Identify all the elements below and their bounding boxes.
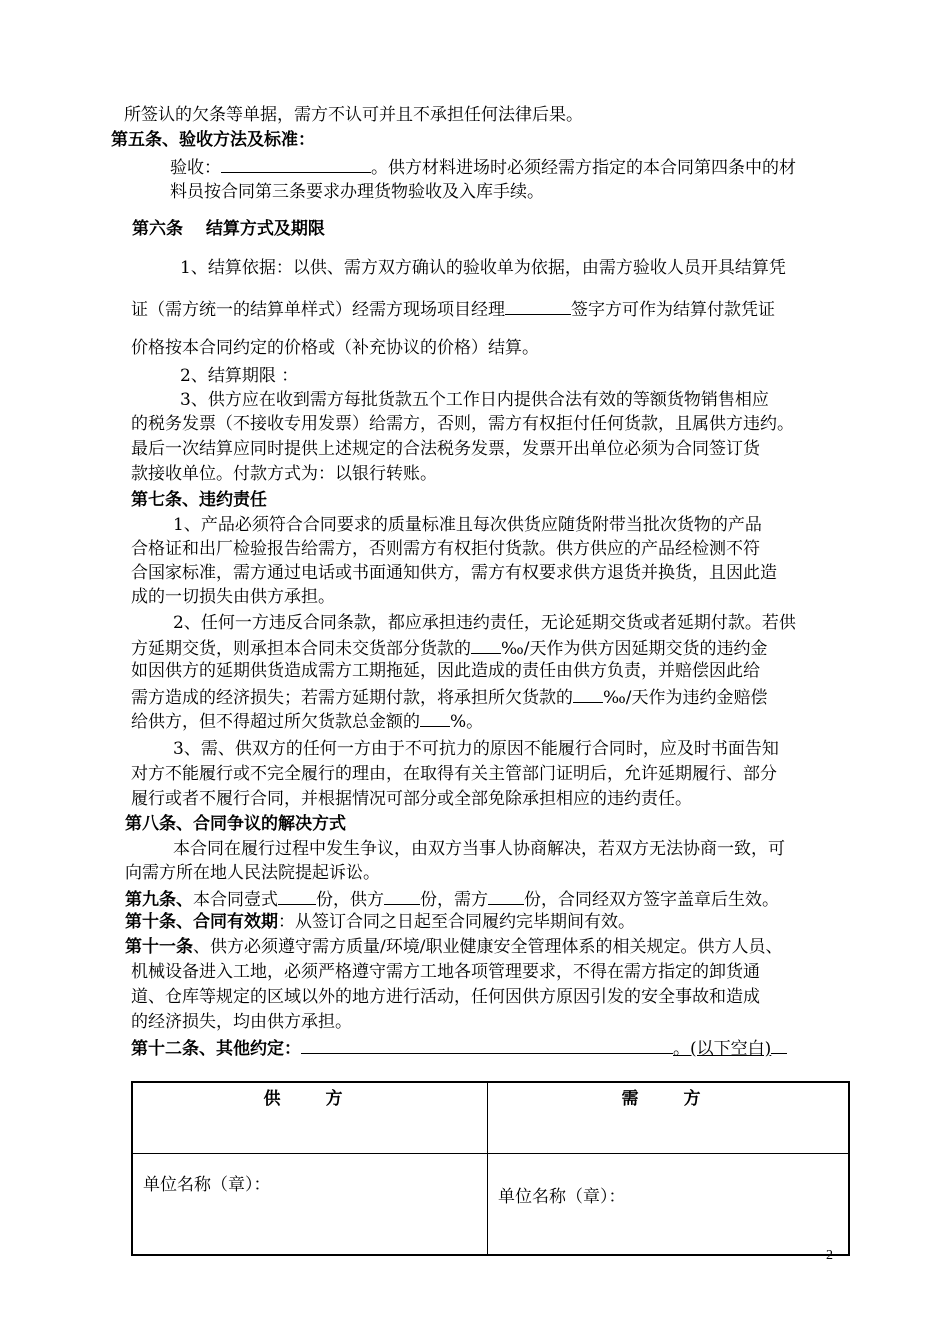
clause-7-item-1-line-2: 合格证和出厂检验报告给需方，否则需方有权拒付货款。供方供应的产品经检测不符 bbox=[131, 539, 760, 559]
clause-7-item-2-line-2b: ‰/天作为供方因延期交货的违约金 bbox=[501, 639, 768, 659]
penalty-cap-blank[interactable] bbox=[420, 708, 450, 727]
clause-8-heading: 第八条、合同争议的解决方式 bbox=[125, 814, 346, 834]
clause-12 bbox=[131, 1035, 787, 1061]
clause-5-line-1 bbox=[170, 154, 796, 180]
clause-9 bbox=[125, 886, 779, 912]
clause-8-line-2: 向需方所在地人民法院提起诉讼。 bbox=[125, 863, 380, 883]
clause-7-item-2-line-5a: 给供方，但不得超过所欠货款总金额的 bbox=[131, 712, 420, 732]
clause-12-label: 第十二条、其他约定： bbox=[131, 1039, 301, 1059]
supplier-unit-cell[interactable] bbox=[132, 1154, 488, 1256]
clause-11-text: 、供方必须遵守需方质量/环境/职业健康安全管理体系的相关规定。供方人员、 bbox=[193, 937, 783, 957]
clause-7-item-1-line-1: 1、产品必须符合合同要求的质量标准且每次供货应随货附带当批次货物的产品 bbox=[173, 515, 762, 535]
delivery-penalty-blank[interactable] bbox=[471, 635, 501, 654]
acceptance-blank[interactable] bbox=[221, 154, 371, 173]
clause-9-text-3: 份，需方 bbox=[420, 890, 488, 910]
page-number: 2 bbox=[826, 1248, 833, 1263]
clause-11-line-1 bbox=[125, 935, 782, 959]
copies-supplier-blank[interactable] bbox=[384, 886, 420, 905]
clause-12-tail: 。(以下空白) bbox=[673, 1039, 772, 1059]
clause-6-item-3-line-1: 3、供方应在收到需方每批货款五个工作日内提供合法有效的等额货物销售相应 bbox=[180, 390, 769, 410]
clause-11-line-4: 的经济损失，均由供方承担。 bbox=[131, 1012, 352, 1032]
payment-penalty-blank[interactable] bbox=[573, 684, 603, 703]
other-terms-blank[interactable] bbox=[301, 1035, 673, 1054]
clause-9-text-4: 份，合同经双方签字盖章后生效。 bbox=[524, 890, 779, 910]
buyer-unit-label: 单位名称（章）： bbox=[498, 1187, 626, 1207]
buyer-unit-cell[interactable] bbox=[488, 1154, 850, 1256]
clause-7-item-2-line-5 bbox=[131, 708, 483, 734]
clause-7-item-1-line-3: 合国家标准，需方通过电话或书面通知供方，需方有权要求供方退货并换货，且因此造 bbox=[131, 563, 777, 583]
clause-10-label: 第十条、合同有效期 bbox=[125, 912, 278, 932]
clause-7-item-3-line-3: 履行或者不履行合同，并根据情况可部分或全部免除承担相应的违约责任。 bbox=[131, 789, 692, 809]
acceptance-text: 。供方材料进场时必须经需方指定的本合同第四条中的材 bbox=[371, 158, 796, 178]
clause-9-text-2: 份，供方 bbox=[316, 890, 384, 910]
acceptance-label: 验收： bbox=[170, 158, 221, 178]
clause-11-line-2: 机械设备进入工地，必须严格遵守需方工地各项管理要求，不得在需方指定的卸货通 bbox=[131, 962, 760, 982]
clause-7-item-2-line-4b: ‰/天作为违约金赔偿 bbox=[603, 688, 768, 708]
clause-7-item-2-line-2a: 方延期交货，则承担本合同未交货部分货款的 bbox=[131, 639, 471, 659]
clause-12-tail-rule bbox=[771, 1035, 787, 1054]
signature-table bbox=[131, 1081, 850, 1256]
manager-signature-blank[interactable] bbox=[505, 296, 571, 315]
copies-buyer-blank[interactable] bbox=[488, 886, 524, 905]
clause-9-label: 第九条、 bbox=[125, 890, 193, 910]
clause-10 bbox=[125, 910, 635, 934]
copies-total-blank[interactable] bbox=[278, 886, 316, 905]
clause-5-line-2: 料员按合同第三条要求办理货物验收及入库手续。 bbox=[170, 182, 544, 202]
clause-6-line-2a: 证（需方统一的结算单样式）经需方现场项目经理 bbox=[131, 300, 505, 320]
clause-7-item-1-line-4: 成的一切损失由供方承担。 bbox=[131, 587, 335, 607]
clause-5-heading: 第五条、验收方法及标准： bbox=[111, 130, 315, 150]
clause-6-line-1: 1、结算依据：以供、需方双方确认的验收单为依据，由需方验收人员开具结算凭 bbox=[180, 258, 786, 278]
clause-6-line-2b: 签字方可作为结算付款凭证 bbox=[571, 300, 775, 320]
clause-6-item-3-line-3: 最后一次结算应同时提供上述规定的合法税务发票，发票开出单位必须为合同签订货 bbox=[131, 439, 760, 459]
clause-10-text: ：从签订合同之日起至合同履约完毕期间有效。 bbox=[278, 912, 635, 932]
clause-9-text-1: 本合同壹式 bbox=[193, 890, 278, 910]
clause-7-item-2-line-2 bbox=[131, 635, 768, 661]
clause-7-item-2-line-1: 2、任何一方违反合同条款，都应承担违约责任，无论延期交货或者延期付款。若供 bbox=[173, 613, 796, 633]
supplier-header: 供 方 bbox=[132, 1082, 488, 1154]
clause-7-item-3-line-2: 对方不能履行或不完全履行的理由，在取得有关主管部门证明后，允许延期履行、部分 bbox=[131, 764, 777, 784]
clause-4-tail: 所签认的欠条等单据，需方不认可并且不承担任何法律后果。 bbox=[124, 105, 583, 125]
clause-6-line-2 bbox=[131, 296, 775, 322]
clause-6-heading: 第六条 结算方式及期限 bbox=[132, 219, 325, 239]
clause-7-item-2-line-5b: %。 bbox=[450, 712, 484, 732]
clause-6-item-2: 2、结算期限 ： bbox=[180, 366, 299, 386]
clause-6-item-3-line-4: 款接收单位。付款方式为：以银行转账。 bbox=[131, 464, 437, 484]
clause-7-heading: 第七条、违约责任 bbox=[131, 490, 267, 510]
clause-7-item-2-line-3: 如因供方的延期供货造成需方工期拖延，因此造成的责任由供方负责，并赔偿因此给 bbox=[131, 661, 760, 681]
clause-6-item-3-line-2: 的税务发票（不接收专用发票）给需方，否则，需方有权拒付任何货款，且属供方违约。 bbox=[131, 414, 794, 434]
clause-7-item-2-line-4 bbox=[131, 684, 768, 710]
supplier-unit-label: 单位名称（章）： bbox=[143, 1175, 271, 1195]
clause-7-item-3-line-1: 3、需、供双方的任何一方由于不可抗力的原因不能履行合同时，应及时书面告知 bbox=[173, 739, 779, 759]
clause-11-line-3: 道、仓库等规定的区域以外的地方进行活动，任何因供方原因引发的安全事故和造成 bbox=[131, 987, 760, 1007]
clause-7-item-2-line-4a: 需方造成的经济损失；若需方延期付款，将承担所欠货款的 bbox=[131, 688, 573, 708]
clause-6-line-3: 价格按本合同约定的价格或（补充协议的价格）结算。 bbox=[131, 338, 539, 358]
buyer-header: 需 方 bbox=[488, 1082, 850, 1154]
clause-8-line-1: 本合同在履行过程中发生争议，由双方当事人协商解决，若双方无法协商一致，可 bbox=[173, 839, 785, 859]
clause-11-label: 第十一条 bbox=[125, 937, 193, 957]
